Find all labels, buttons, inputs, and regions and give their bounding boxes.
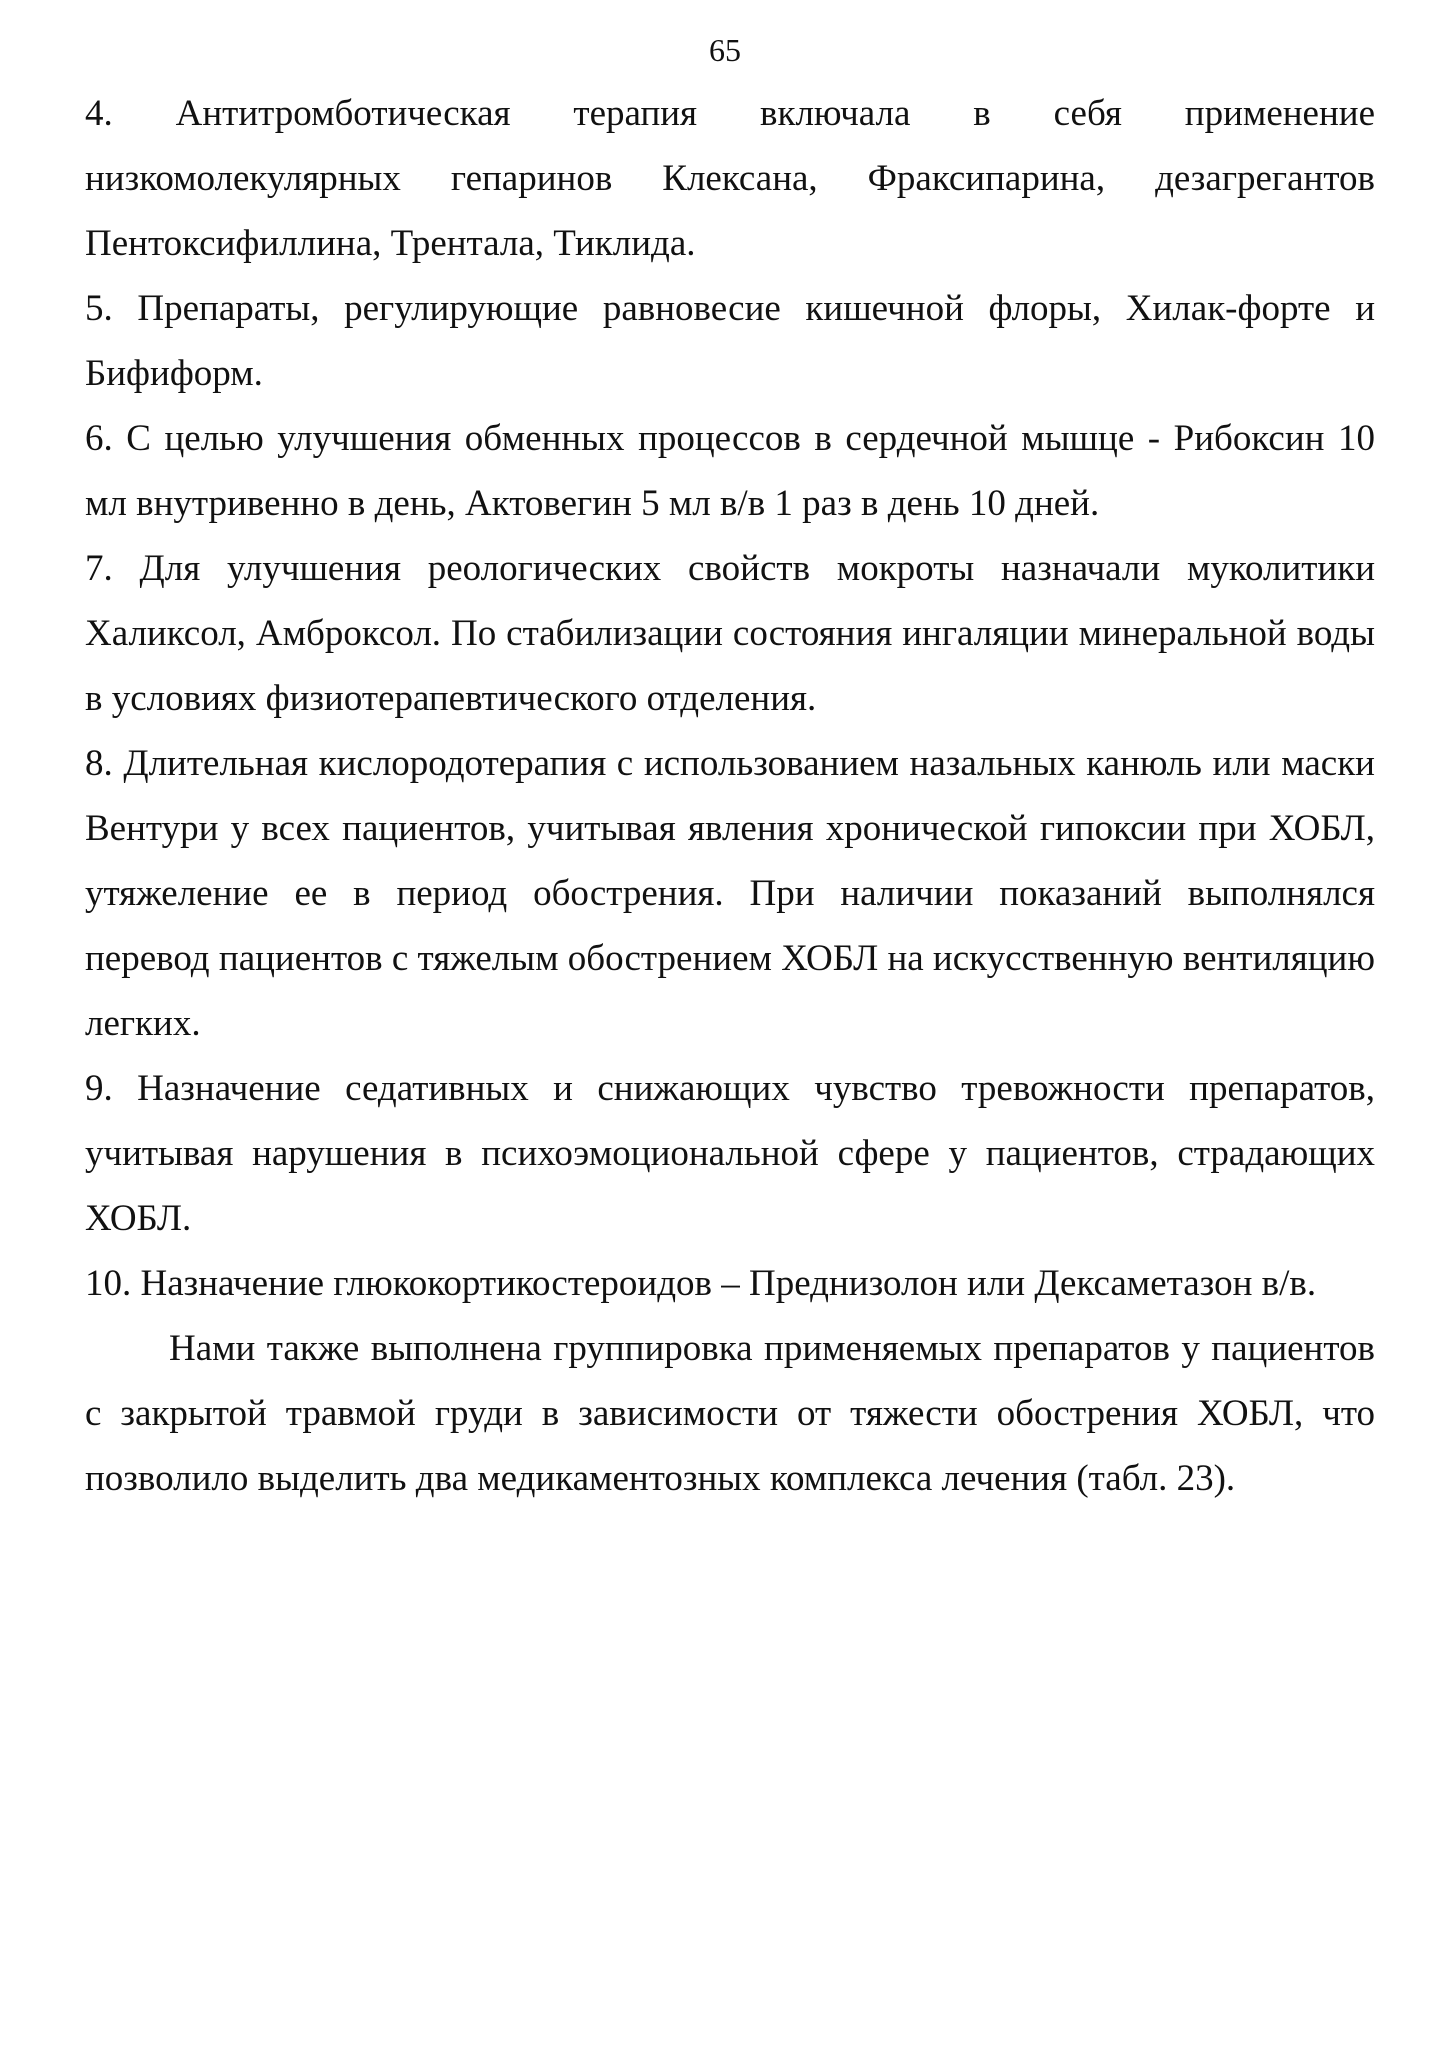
document-body bbox=[85, 81, 1375, 1511]
list-item-glucocorticosteroids: 10. Назначение глюкокортикостероидов – Преднизолон или Дексаметазон в/в. bbox=[85, 1263, 1317, 1304]
summary-paragraph: Нами также выполнена группировка применяемых препаратов у пациентов с закрытой травмой груди в зависимости от тяжести обострения ХОБЛ, что позволило выделить два медикаментозных комплекса лечения (табл. 23). bbox=[85, 1328, 1375, 1499]
list-item-antithrombotic-therapy: 4. Антитромботическая терапия включала в себя применение низкомолекулярных гепаринов Клексана, Фраксипарина, дезагрегантов Пентоксифиллина, Трентала, Тиклида. bbox=[85, 93, 1375, 264]
list-item-intestinal-flora-drugs: 5. Препараты, регулирующие равновесие кишечной флоры, Хилак-форте и Бифиформ. bbox=[85, 288, 1375, 394]
list-item-mucolytics: 7. Для улучшения реологических свойств мокроты назначали муколитики Халиксол, Амброксол. По стабилизации состояния ингаляции минеральной воды в условиях физиотерапевтического отделения. bbox=[85, 548, 1375, 719]
list-item-metabolic-processes: 6. С целью улучшения обменных процессов в сердечной мышце - Рибоксин 10 мл внутривенно в день, Актовегин 5 мл в/в 1 раз в день 10 дней. bbox=[85, 418, 1375, 524]
list-item-sedatives: 9. Назначение седативных и снижающих чувство тревожности препаратов, учитывая нарушения в психоэмоциональной сфере у пациентов, страдающих ХОБЛ. bbox=[85, 1068, 1375, 1239]
page-number: 65 bbox=[709, 32, 741, 68]
list-item-oxygen-therapy: 8. Длительная кислородотерапия с использованием назальных канюль или маски Вентури у всех пациентов, учитывая явления хронической гипоксии при ХОБЛ, утяжеление ее в период обострения. При наличии показаний выполнялся перевод пациентов с тяжелым обострением ХОБЛ на искусственную вентиляцию легких. bbox=[85, 743, 1375, 1044]
